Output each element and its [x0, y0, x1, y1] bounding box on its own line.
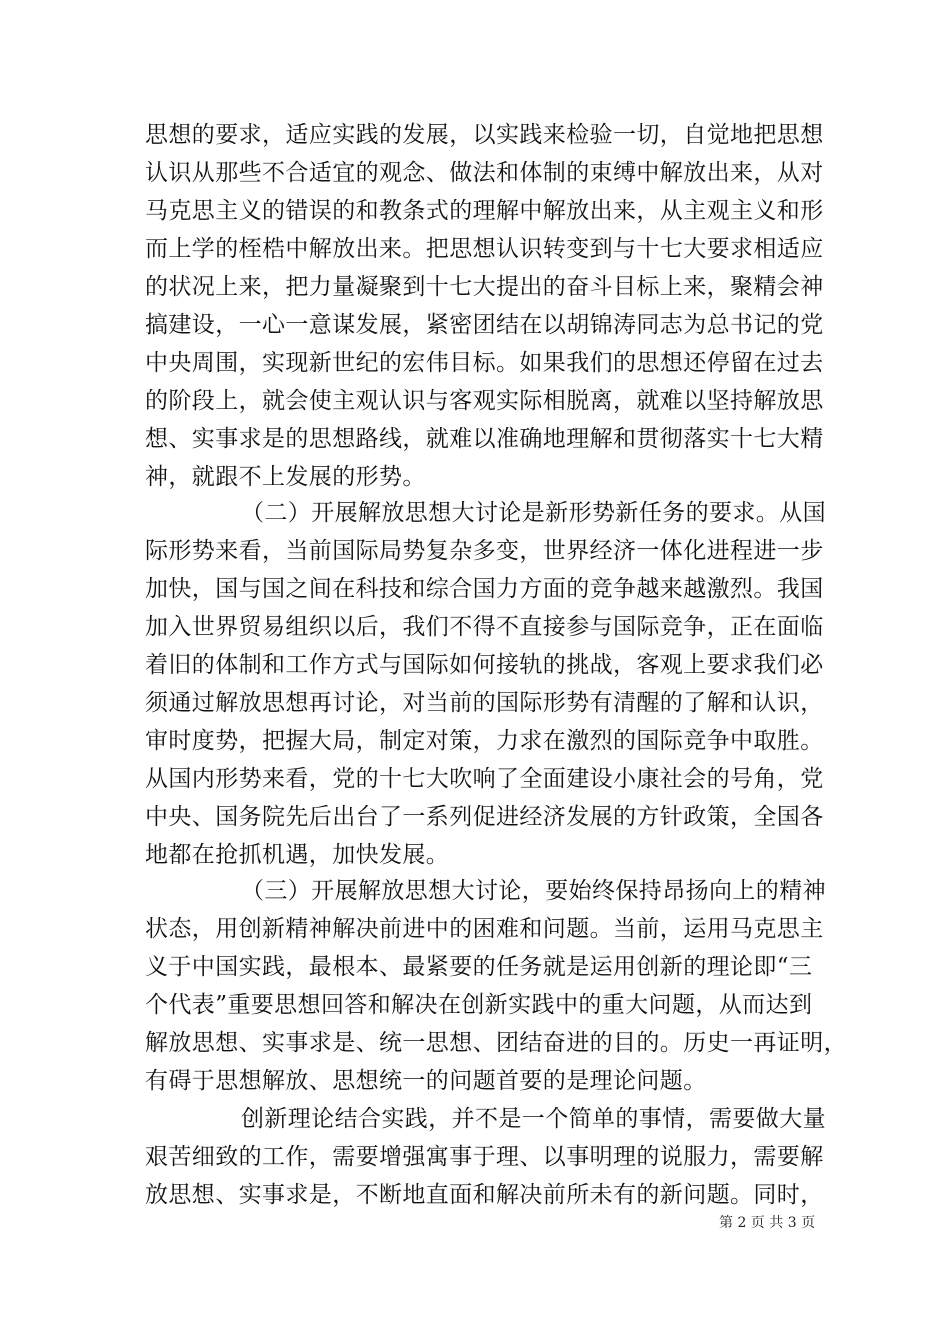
text-line: 状态，用创新精神解决前进中的困难和问题。当前，运用马克思主 [145, 916, 824, 942]
page-number-footer: 第 2 页 共 3 页 [719, 1215, 816, 1231]
text-line: 须通过解放思想再讨论，对当前的国际形势有清醒的了解和认识， [145, 690, 824, 716]
paragraph-start-line: （二）开展解放思想大讨论是新形势新任务的要求。从国 [241, 500, 826, 526]
text-line: 加入世界贸易组织以后，我们不得不直接参与国际竞争，正在面临 [145, 614, 824, 640]
text-line: 中央周围，实现新世纪的宏伟目标。如果我们的思想还停留在过去 [145, 350, 824, 376]
text-line: 解放思想、实事求是、统一思想、团结奋进的目的。历史一再证明， [145, 1030, 847, 1056]
text-line: 加快，国与国之间在科技和综合国力方面的竞争越来越激烈。我国 [145, 576, 824, 602]
text-line: 思想的要求，适应实践的发展，以实践来检验一切，自觉地把思想 [145, 122, 824, 148]
text-line: 地都在抢抓机遇，加快发展。 [145, 842, 450, 868]
text-line: 际形势来看，当前国际局势复杂多变，世界经济一体化进程进一步 [145, 538, 824, 564]
text-line: 艰苦细致的工作，需要增强寓事于理、以事明理的说服力，需要解 [145, 1144, 824, 1170]
paragraph-start-line: 创新理论结合实践，并不是一个简单的事情，需要做大量 [241, 1106, 826, 1132]
text-line: 放思想、实事求是，不断地直面和解决前所未有的新问题。同时， [145, 1182, 824, 1208]
text-line: 从国内形势来看，党的十七大吹响了全面建设小康社会的号角，党 [145, 766, 824, 792]
text-line: 而上学的桎梏中解放出来。把思想认识转变到与十七大要求相适应 [145, 236, 824, 262]
text-line: 审时度势，把握大局，制定对策，力求在激烈的国际竞争中取胜。 [145, 728, 824, 754]
text-line: 想、实事求是的思想路线，就难以准确地理解和贯彻落实十七大精 [145, 426, 824, 452]
text-line: 义于中国实践，最根本、最紧要的任务就是运用创新的理论即“三 [145, 954, 813, 980]
text-line: 搞建设，一心一意谋发展，紧密团结在以胡锦涛同志为总书记的党 [145, 312, 824, 338]
text-line: 神，就跟不上发展的形势。 [145, 464, 426, 490]
text-line: 的阶段上，就会使主观认识与客观实际相脱离，就难以坚持解放思 [145, 388, 824, 414]
text-line: 有碍于思想解放、思想统一的问题首要的是理论问题。 [145, 1068, 707, 1094]
text-line: 着旧的体制和工作方式与国际如何接轨的挑战，客观上要求我们必 [145, 652, 824, 678]
text-line: 马克思主义的错误的和教条式的理解中解放出来，从主观主义和形 [145, 198, 824, 224]
paragraph-start-line: （三）开展解放思想大讨论，要始终保持昂扬向上的精神 [241, 878, 826, 904]
text-line: 个代表”重要思想回答和解决在创新实践中的重大问题，从而达到 [145, 992, 813, 1018]
text-line: 的状况上来，把力量凝聚到十七大提出的奋斗目标上来，聚精会神 [145, 274, 824, 300]
text-line: 认识从那些不合适宜的观念、做法和体制的束缚中解放出来，从对 [145, 160, 824, 186]
text-line: 中央、国务院先后出台了一系列促进经济发展的方针政策，全国各 [145, 804, 824, 830]
